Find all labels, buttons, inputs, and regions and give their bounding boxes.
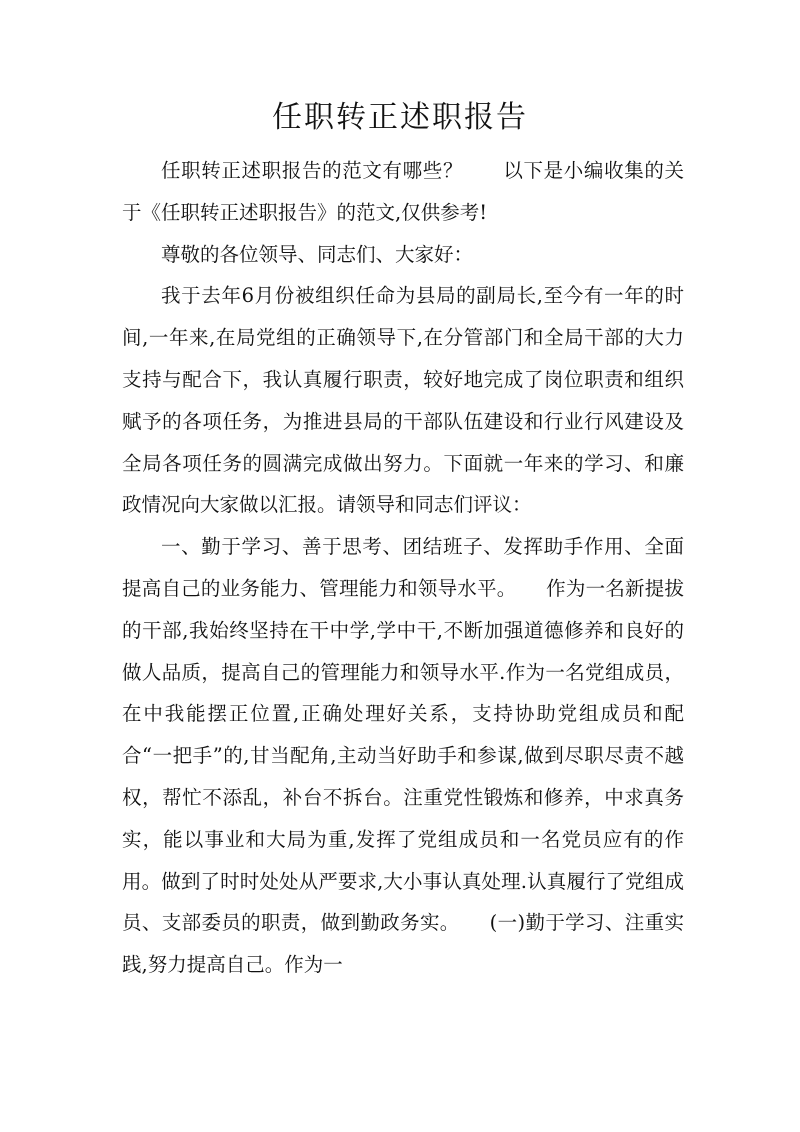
document-title: 任职转正述职报告 <box>272 100 528 135</box>
salutation-paragraph: 尊敬的各位领导、同志们、大家好： <box>161 242 474 266</box>
body-paragraph: 我于去年6月份被组织任命为县局的副局长,至今有一年的时间,一年来,在局党组的正确领导下,在分管部门和全局干部的大力支持与配合下，我认真履行职责，较好地完成了岗位职责和组织赋予的各项任务，为推进县局的干部队伍建设和行业行风建设及全局各项任务的圆满完成做出努力。下面就一年来的学习、和廉政情况向大家做以汇报。请领导和同志们评议： <box>122 284 684 517</box>
intro-paragraph: 任职转正述职报告的范文有哪些？ 以下是小编收集的关于《任职转正述职报告》的范文,仅供参考! <box>122 159 684 224</box>
document-body <box>122 150 684 986</box>
section-paragraph: 一、勤于学习、善于思考、团结班子、发挥助手作用、全面提高自己的业务能力、管理能力和领导水平。 作为一名新提拔的干部,我始终坚持在干中学,学中干,不断加强道德修养和良好的做人品质，提高自己的管理能力和领导水平.作为一名党组成员，在中我能摆正位置,正确处理好关系，支持协助党组成员和配合“一把手”的,甘当配角,主动当好助手和参谋,做到尽职尽责不越权，帮忙不添乱，补台不拆台。注重党性锻炼和修养，中求真务实，能以事业和大局为重,发挥了党组成员和一名党员应有的作用。做到了时时处处从严要求,大小事认真处理.认真履行了党组成员、支部委员的职责，做到勤政务实。 (一)勤于学习、注重实践,努力提高自己。作为一 <box>122 535 684 977</box>
